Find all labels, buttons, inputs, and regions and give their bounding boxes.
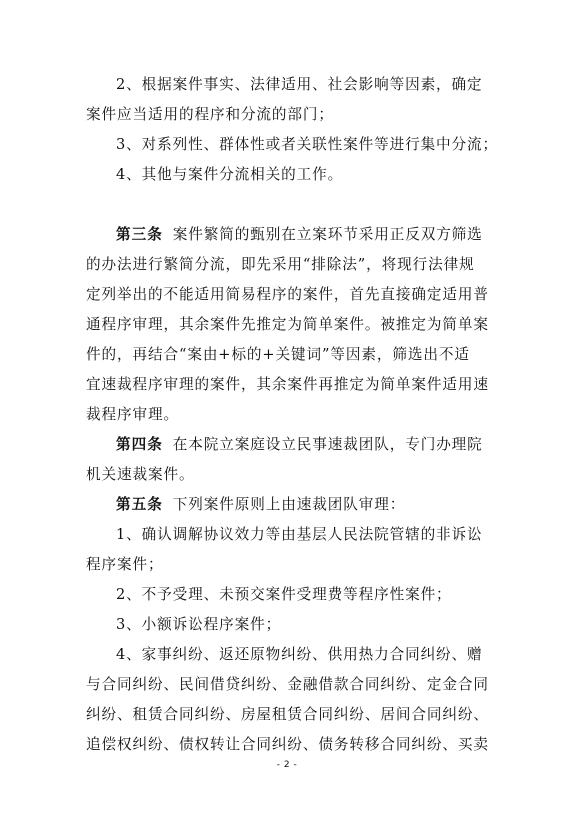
- line-text: 2、不予受理、未预交案件受理费等程序性案件；: [116, 586, 452, 603]
- line-text: 机关速裁案件。: [86, 466, 195, 483]
- article-label: 第五条: [116, 496, 163, 513]
- text-line: [86, 640, 488, 670]
- line-text: 在本院立案庭设立民事速裁团队，专门办理院: [172, 436, 483, 453]
- text-line: [86, 430, 488, 460]
- text-line: [86, 280, 488, 310]
- text-line: [86, 610, 488, 640]
- line-text: 1、确认调解协议效力等由基层人民法院管辖的非诉讼: [116, 526, 483, 543]
- line-text: 纠纷、租赁合同纠纷、房屋租赁合同纠纷、居间合同纠纷、: [86, 706, 489, 723]
- text-line: [86, 670, 488, 700]
- text-line: [86, 460, 488, 490]
- line-text: 件的，再结合“案由+标的+关键词”等因素，筛选出不适: [86, 346, 470, 363]
- article-label: 第四条: [116, 436, 163, 453]
- text-line: [86, 100, 488, 130]
- text-line: [86, 70, 488, 100]
- page-number: - 2 -: [276, 760, 298, 770]
- line-text: 案件繁简的甄别在立案环节采用正反双方筛选: [172, 226, 483, 243]
- text-line: [86, 700, 488, 730]
- text-line: [86, 730, 488, 760]
- text-line: [86, 580, 488, 610]
- line-text: 下列案件原则上由速裁团队审理：: [172, 496, 406, 513]
- line-text: 的办法进行繁简分流，即先采用“排除法”，将现行法律规: [86, 256, 475, 273]
- text-line: [86, 550, 488, 580]
- line-text: 定列举出的不能适用简易程序的案件，首先直接确定适用普: [86, 286, 489, 303]
- text-line: [86, 130, 499, 160]
- line-text: 4、其他与案件分流相关的工作。: [116, 166, 344, 183]
- line-text: 裁程序审理。: [86, 406, 179, 423]
- document-body: [86, 70, 499, 760]
- line-text: 3、对系列性、群体性或者关联性案件等进行集中分流；: [116, 136, 499, 153]
- text-line: [86, 220, 488, 250]
- line-text: 通程序审理，其余案件先推定为简单案件。被推定为简单案: [86, 316, 489, 333]
- text-line: [86, 310, 488, 340]
- line-text: 程序案件；: [86, 556, 164, 573]
- paragraph-gap: [86, 190, 488, 220]
- line-text: 追偿权纠纷、债权转让合同纠纷、债务转移合同纠纷、买卖: [86, 736, 489, 753]
- text-line: [86, 160, 488, 190]
- line-text: 宜速裁程序审理的案件，其余案件再推定为简单案件适用速: [86, 376, 489, 393]
- text-line: [86, 520, 488, 550]
- text-line: [86, 490, 488, 520]
- article-label: 第三条: [116, 226, 163, 243]
- line-text: 与合同纠纷、民间借贷纠纷、金融借款合同纠纷、定金合同: [86, 676, 489, 693]
- line-text: 4、家事纠纷、返还原物纠纷、供用热力合同纠纷、赠: [116, 646, 483, 663]
- text-line: [86, 370, 488, 400]
- line-text: 3、小额诉讼程序案件；: [116, 616, 282, 633]
- line-text: 案件应当适用的程序和分流的部门；: [86, 106, 334, 123]
- text-line: [86, 250, 488, 280]
- text-line: [86, 340, 488, 370]
- text-line: [86, 400, 488, 430]
- line-text: 2、根据案件事实、法律适用、社会影响等因素，确定: [116, 76, 483, 93]
